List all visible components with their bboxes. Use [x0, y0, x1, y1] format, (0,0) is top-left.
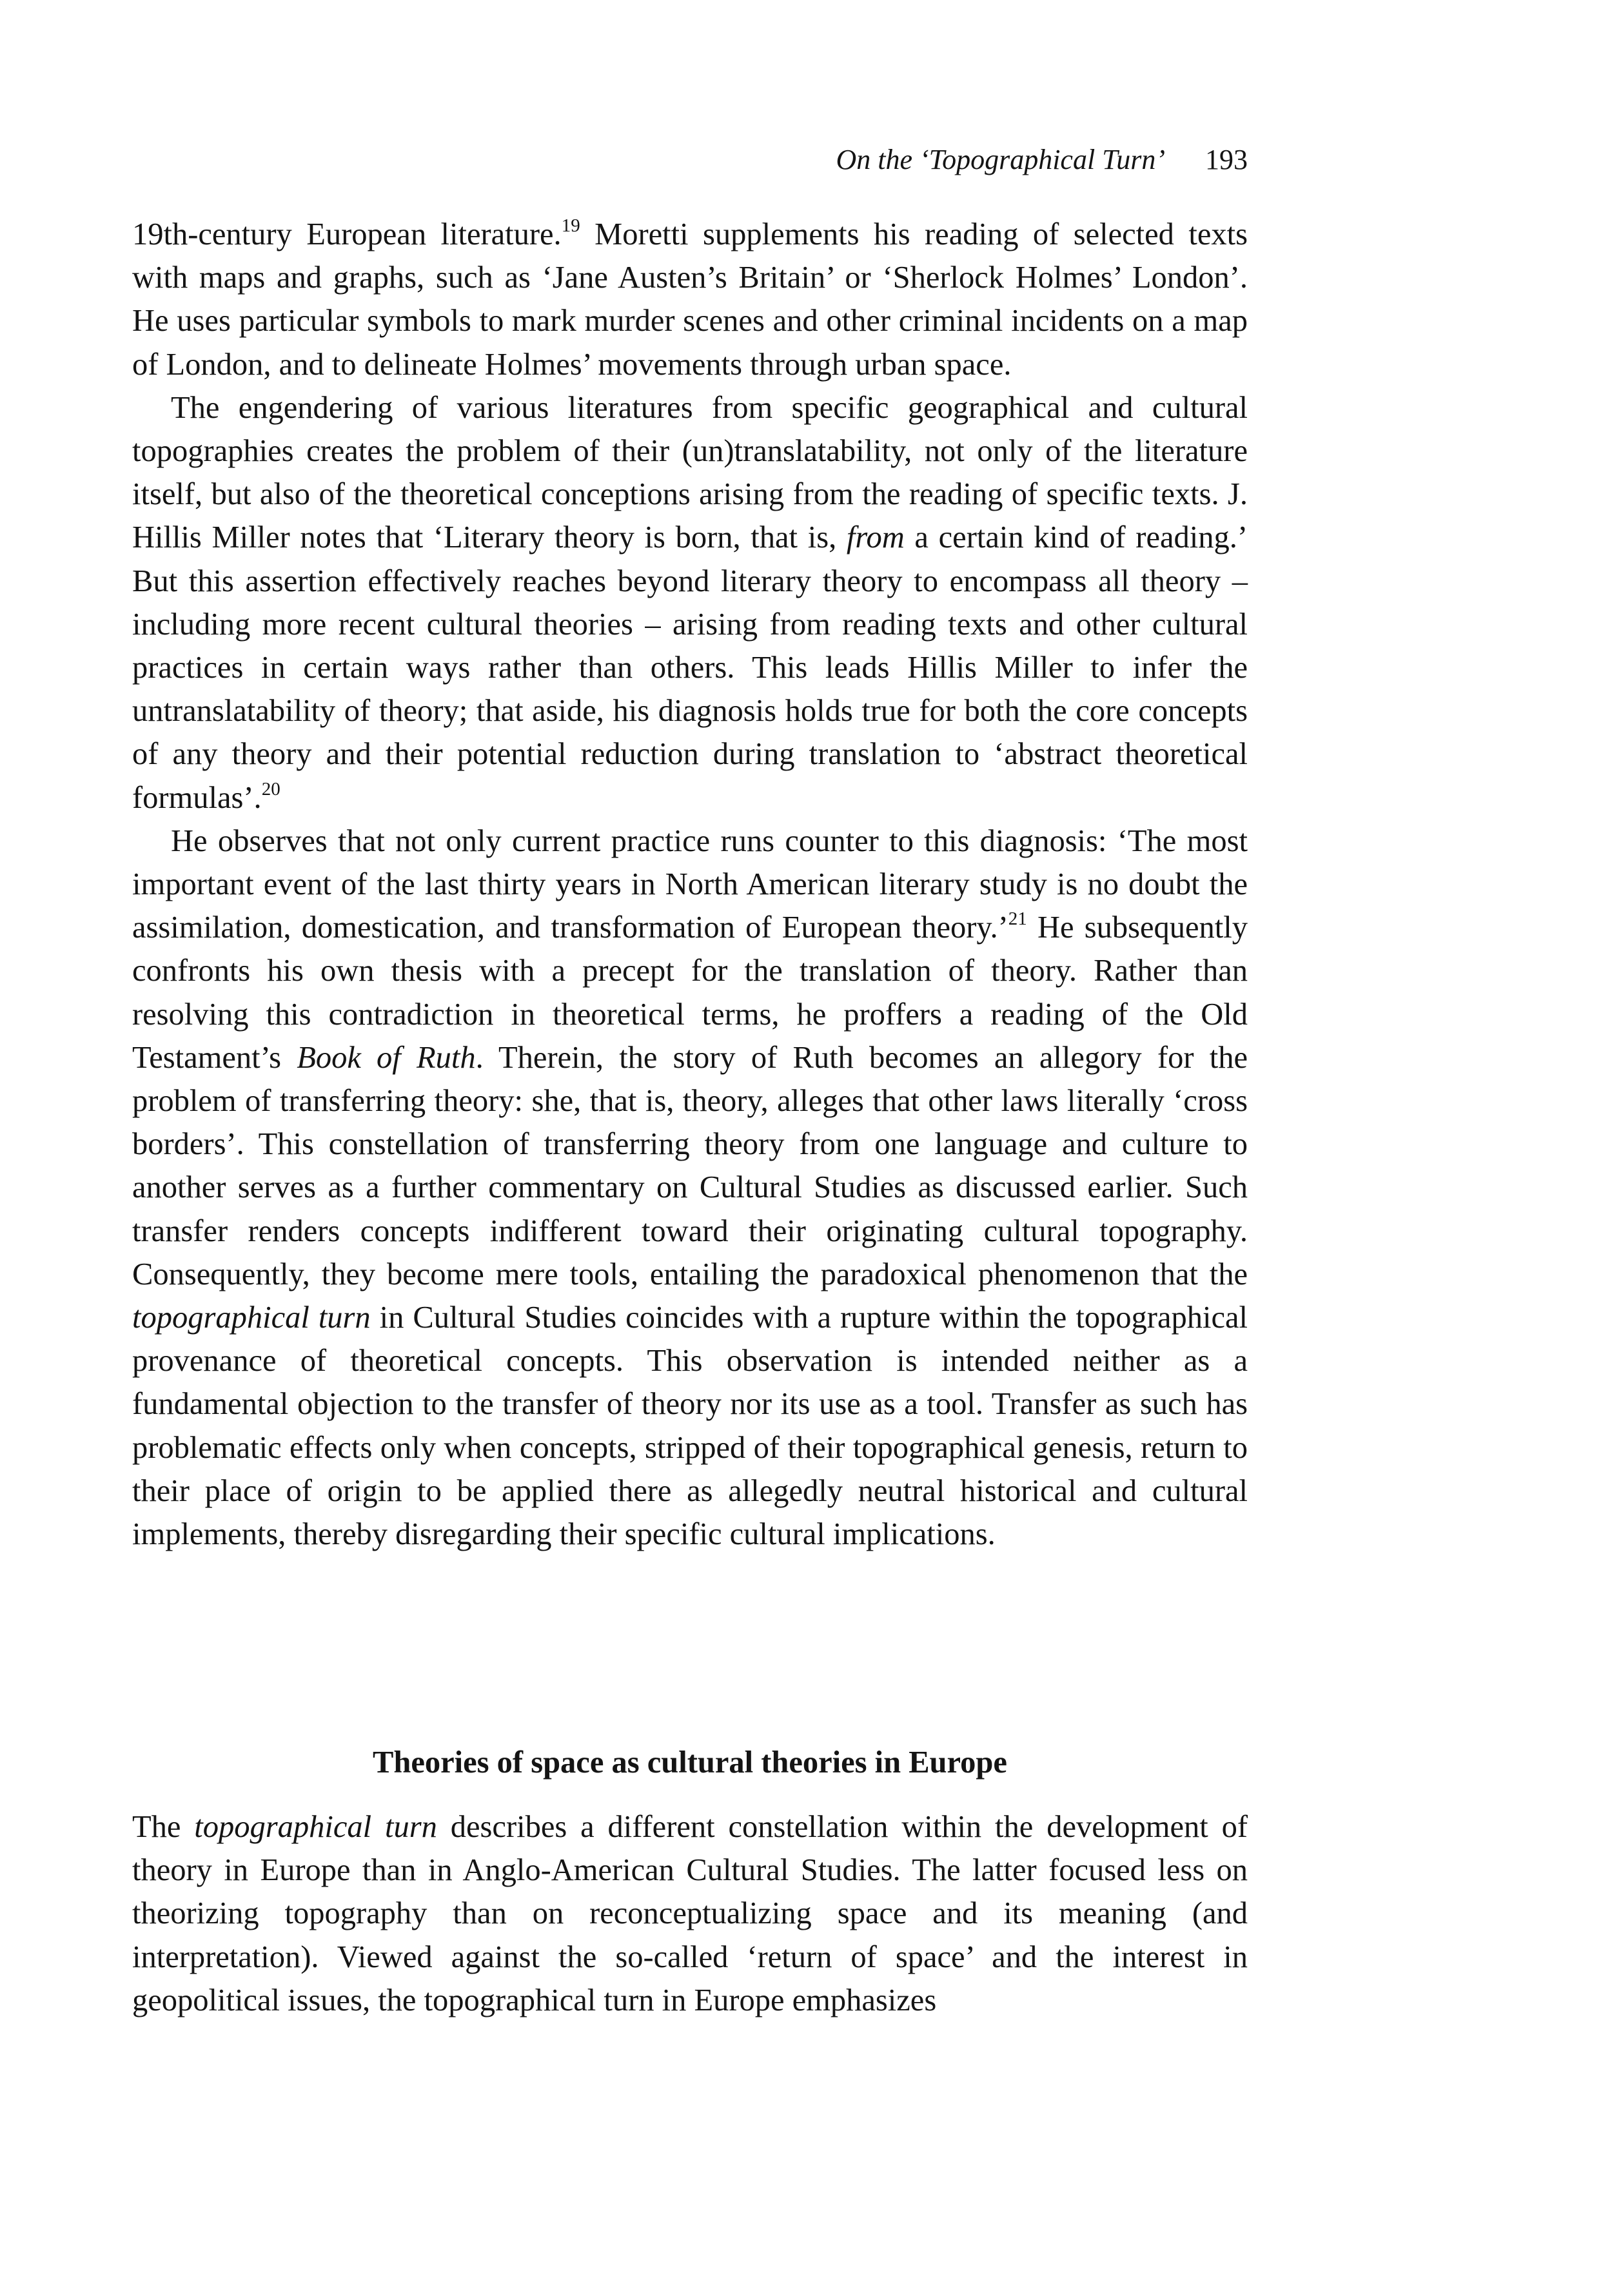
text-segment: in Cultural Studies coincides with a rupture within the topographical provenance of theoretical concepts. This observation is intended neither as a fundamental objection to the transfer of theory nor its use as a tool. Transfer as such has problematic effects only when concepts, stripped of their topographical genesis, return to their place of origin to be applied there as allegedly neutral historical and cultural implements, thereby disregarding their specific cultural implications. — [132, 1300, 1248, 1552]
footnote-ref-19: 19 — [561, 215, 580, 236]
text-segment: 19th-century European literature. — [132, 217, 562, 251]
running-header — [132, 141, 1248, 179]
italic-text: from — [846, 520, 905, 555]
main-text — [132, 213, 1248, 1556]
text-segment: . Therein, the story of Ruth becomes an allegory for the problem of transferring theory: she, that is, theory, alleges that other laws literally ‘cross borders’. This constellation of transferring theory from one language and culture to another serves as a further commentary on Cultural Studies as discussed earlier. Such transfer renders concepts indifferent toward their originating cultural topography. Consequently, they become mere tools, entailing the paradoxical phenomenon that the — [132, 1040, 1248, 1291]
italic-text: topographical turn — [194, 1810, 437, 1844]
italic-text: Book of Ruth — [297, 1040, 476, 1075]
paragraph — [132, 1805, 1248, 2022]
paragraph — [132, 213, 1248, 386]
text-segment: The engendering of various literatures from specific geographical and cultural topographies creates the problem of their (un)translatability, not only of the literature itself, but also of the theoretical conceptions arising from the reading of specific texts. J. Hillis Miller notes that ‘Literary theory is born, that is, — [132, 390, 1248, 555]
text-segment: describes a different constellation within the development of theory in Europe than in Anglo-American Cultural Studies. The latter focused less on theorizing topography than on reconceptualizing space and its meaning (and interpretation). Viewed against the so-called ‘return of space’ and the interest in geopolitical issues, the topographical turn in Europe emphasizes — [132, 1810, 1248, 2017]
paragraph — [132, 386, 1248, 819]
section-heading: Theories of space as cultural theories in Europe — [373, 1745, 1007, 1780]
running-title: On the ‘Topographical Turn’ — [836, 144, 1165, 175]
text-segment: Moretti supplements his reading of selected texts with maps and graphs, such as ‘Jane Austen’s Britain’ or ‘Sherlock Holmes’ London’. He uses particular symbols to mark murder scenes and other criminal incidents on a map of London, and to delineate Holmes’ movements through urban space. — [132, 217, 1248, 382]
text-segment: The — [132, 1810, 195, 1844]
section-text — [132, 1805, 1248, 2022]
page-number: 193 — [1205, 144, 1248, 175]
paragraph — [132, 819, 1248, 1556]
text-segment: He observes that not only current practice runs counter to this diagnosis: ‘The most important event of the last thirty years in North American literary study is no doubt the assimilation, domestication, and transformation of European theory.’ — [132, 823, 1248, 945]
italic-text: topographical turn — [132, 1300, 371, 1335]
footnote-ref-20: 20 — [261, 778, 280, 800]
footnote-ref-21: 21 — [1008, 908, 1027, 930]
text-segment: a certain kind of reading.’ But this assertion effectively reaches beyond literary theory to encompass all theory – including more recent cultural theories – arising from reading texts and other cultural practices in certain ways rather than others. This leads Hillis Miller to infer the untranslatability of theory; that aside, his diagnosis holds true for both the core concepts of any theory and their potential reduction during translation to ‘abstract theoretical formulas’. — [132, 520, 1248, 815]
text-segment: He subsequently confronts his own thesis with a precept for the translation of theory. Rather than resolving this contradiction in theoretical terms, he proffers a reading of the Old Testament’s — [132, 910, 1248, 1075]
